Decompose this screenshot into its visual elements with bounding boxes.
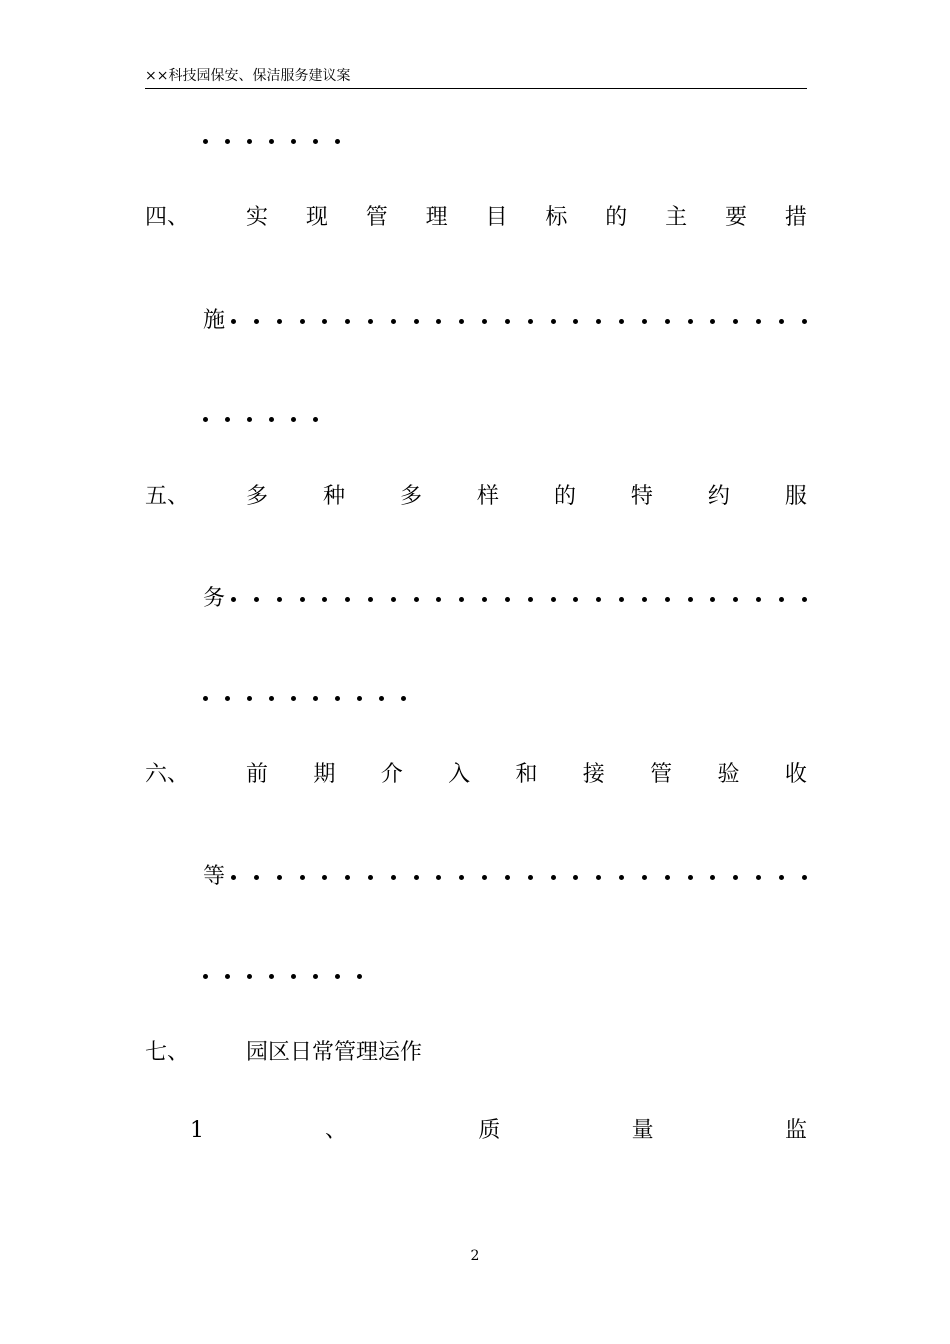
toc-title-char: 约 — [707, 484, 730, 509]
leader-dot — [802, 875, 807, 880]
toc-title-7-1 — [325, 1116, 807, 1146]
toc-title-char: 标 — [545, 205, 568, 230]
leader-dot — [379, 696, 384, 701]
leader-dot — [291, 696, 296, 701]
leader-dot — [733, 597, 738, 602]
toc-title-char: 前 — [246, 762, 269, 787]
leader-dot — [231, 875, 236, 880]
leader-dot — [551, 875, 556, 880]
toc-title-char: 多 — [399, 484, 422, 509]
leader-dot — [642, 875, 647, 880]
leader-dot — [254, 875, 259, 880]
leader-dot — [596, 319, 601, 324]
leader-dot — [269, 974, 274, 979]
leader-dot — [345, 597, 350, 602]
leader-dot — [459, 597, 464, 602]
toc-entry-5-tail — [203, 683, 807, 713]
leader-dot — [357, 696, 362, 701]
leader-dot — [619, 597, 624, 602]
toc-title-char: 种 — [322, 484, 345, 509]
leader-dot — [368, 319, 373, 324]
leader-dot — [596, 875, 601, 880]
toc-entry-5-line1 — [145, 482, 807, 512]
leader-dot — [802, 597, 807, 602]
leader-dot — [710, 875, 715, 880]
leader-dot — [277, 597, 282, 602]
leader-dot — [665, 319, 670, 324]
leader-dot — [688, 597, 693, 602]
toc-title-char: 质 — [478, 1118, 501, 1143]
leader-dot — [505, 319, 510, 324]
toc-number-6: 六、 — [145, 762, 190, 787]
leader-dot — [335, 974, 340, 979]
toc-title-char: 管 — [650, 762, 673, 787]
toc-entry-4-line2 — [203, 306, 807, 336]
page-header — [145, 64, 807, 89]
toc-title-char: 理 — [425, 205, 448, 230]
leader-dot — [401, 696, 406, 701]
leader-dot — [335, 696, 340, 701]
leader-dot — [345, 319, 350, 324]
toc-entry-6-line2 — [203, 862, 807, 892]
leader-dot — [551, 319, 556, 324]
leader-dot — [291, 139, 296, 144]
leader-dot — [391, 875, 396, 880]
toc-wrap-char-4: 施 — [203, 308, 226, 333]
toc-title-char: 接 — [582, 762, 605, 787]
leader-dot — [551, 597, 556, 602]
toc-title-char: 多 — [246, 484, 269, 509]
leader-dot — [254, 597, 259, 602]
leader-dot — [300, 597, 305, 602]
leader-dot — [203, 139, 208, 144]
leader-dot — [482, 319, 487, 324]
leader-dot — [313, 139, 318, 144]
toc-title-6 — [246, 760, 807, 790]
leader-dot — [619, 319, 624, 324]
leader-dot — [779, 597, 784, 602]
toc-title-7: 园区日常管理运作 — [246, 1040, 423, 1065]
leader-dot — [733, 319, 738, 324]
leader-dot — [368, 875, 373, 880]
toc-entry-4-line1 — [145, 203, 807, 233]
toc-title-char: 、 — [325, 1118, 348, 1143]
toc-entry-5-line2 — [203, 584, 807, 614]
leader-dot — [482, 597, 487, 602]
toc-number-7-1: 1 — [190, 1118, 204, 1143]
toc-title-char: 量 — [631, 1118, 654, 1143]
leader-dot — [414, 319, 419, 324]
leader-dot — [756, 597, 761, 602]
leader-dot — [459, 875, 464, 880]
leader-dot — [203, 974, 208, 979]
header-title: ××科技园保安、保洁服务建议案 — [145, 68, 351, 84]
leader-dot — [802, 319, 807, 324]
toc-leader-6 — [225, 875, 807, 880]
leader-dot — [688, 319, 693, 324]
leader-dot — [505, 597, 510, 602]
leader-dot — [436, 319, 441, 324]
toc-title-char: 的 — [605, 205, 628, 230]
toc-title-4 — [246, 203, 807, 233]
toc-wrap-char-6: 等 — [203, 864, 226, 889]
toc-number-5: 五、 — [145, 484, 190, 509]
toc-title-char: 验 — [717, 762, 740, 787]
leader-dot — [313, 696, 318, 701]
leader-dot — [231, 597, 236, 602]
toc-leader-5 — [225, 597, 807, 602]
toc-title-char: 主 — [665, 205, 688, 230]
toc-title-char: 目 — [485, 205, 508, 230]
toc-title-char: 和 — [515, 762, 538, 787]
toc-number-4: 四、 — [145, 205, 190, 230]
leader-dot — [277, 319, 282, 324]
leader-dot — [414, 597, 419, 602]
leader-dot — [247, 139, 252, 144]
toc-title-char: 特 — [630, 484, 653, 509]
leader-dot — [528, 597, 533, 602]
leader-dot — [436, 597, 441, 602]
toc-title-char: 服 — [784, 484, 807, 509]
leader-dot — [313, 974, 318, 979]
leader-dot — [619, 875, 624, 880]
leader-dot — [436, 875, 441, 880]
leader-dot — [596, 597, 601, 602]
leader-dot — [573, 597, 578, 602]
toc-title-char: 监 — [784, 1118, 807, 1143]
leader-dot — [710, 597, 715, 602]
leader-dot — [254, 319, 259, 324]
toc-title-char: 措 — [784, 205, 807, 230]
leader-dot — [269, 696, 274, 701]
leader-dot — [225, 974, 230, 979]
toc-wrap-char-5: 务 — [203, 586, 226, 611]
leader-dot — [225, 417, 230, 422]
leader-dot — [665, 597, 670, 602]
leader-dot — [247, 696, 252, 701]
leader-dot — [391, 319, 396, 324]
toc-title-char: 样 — [476, 484, 499, 509]
leader-dot — [291, 417, 296, 422]
leader-dot — [756, 875, 761, 880]
leader-dot — [203, 696, 208, 701]
toc-title-char: 现 — [305, 205, 328, 230]
leader-dot — [573, 319, 578, 324]
toc-title-char: 管 — [365, 205, 388, 230]
leader-dot — [225, 696, 230, 701]
leader-dot — [300, 319, 305, 324]
toc-title-char: 入 — [448, 762, 471, 787]
leader-dot — [247, 974, 252, 979]
leader-dot — [357, 974, 362, 979]
toc-title-char: 实 — [246, 205, 269, 230]
leader-dot — [277, 875, 282, 880]
leader-dot — [300, 875, 305, 880]
toc-entry-6-line1 — [145, 760, 807, 790]
leader-dot — [642, 319, 647, 324]
leader-dot — [322, 597, 327, 602]
leader-dot — [345, 875, 350, 880]
leader-dot — [335, 139, 340, 144]
toc-entry-7-1 — [145, 1116, 807, 1146]
leader-dot — [391, 597, 396, 602]
leader-dot — [291, 974, 296, 979]
toc-title-char: 介 — [380, 762, 403, 787]
leader-dot — [203, 417, 208, 422]
toc-leader-4 — [225, 319, 807, 324]
toc-title-char: 收 — [784, 762, 807, 787]
toc-dots-s3-tail — [203, 126, 807, 156]
leader-dot — [642, 597, 647, 602]
leader-dot — [573, 875, 578, 880]
leader-dot — [779, 875, 784, 880]
leader-dot — [665, 875, 670, 880]
toc-entry-6-tail — [203, 961, 807, 991]
toc-number-7: 七、 — [145, 1040, 190, 1065]
leader-dot — [322, 875, 327, 880]
leader-dot — [225, 139, 230, 144]
toc-entry-7 — [145, 1038, 807, 1068]
leader-dot — [231, 319, 236, 324]
leader-dot — [269, 139, 274, 144]
toc-title-char: 的 — [553, 484, 576, 509]
leader-dot — [710, 319, 715, 324]
leader-dot — [528, 875, 533, 880]
leader-dot — [779, 319, 784, 324]
toc-title-char: 要 — [725, 205, 748, 230]
leader-dot — [505, 875, 510, 880]
leader-dot — [269, 417, 274, 422]
page-number: 2 — [470, 1248, 480, 1264]
toc-title-5 — [246, 482, 807, 512]
leader-dot — [322, 319, 327, 324]
leader-dot — [247, 417, 252, 422]
leader-dot — [688, 875, 693, 880]
leader-dot — [528, 319, 533, 324]
leader-dot — [459, 319, 464, 324]
leader-dot — [733, 875, 738, 880]
leader-dot — [313, 417, 318, 422]
toc-entry-4-tail — [203, 404, 807, 434]
leader-dot — [756, 319, 761, 324]
toc-title-char: 期 — [313, 762, 336, 787]
leader-dot — [482, 875, 487, 880]
leader-dot — [368, 597, 373, 602]
leader-dot — [414, 875, 419, 880]
